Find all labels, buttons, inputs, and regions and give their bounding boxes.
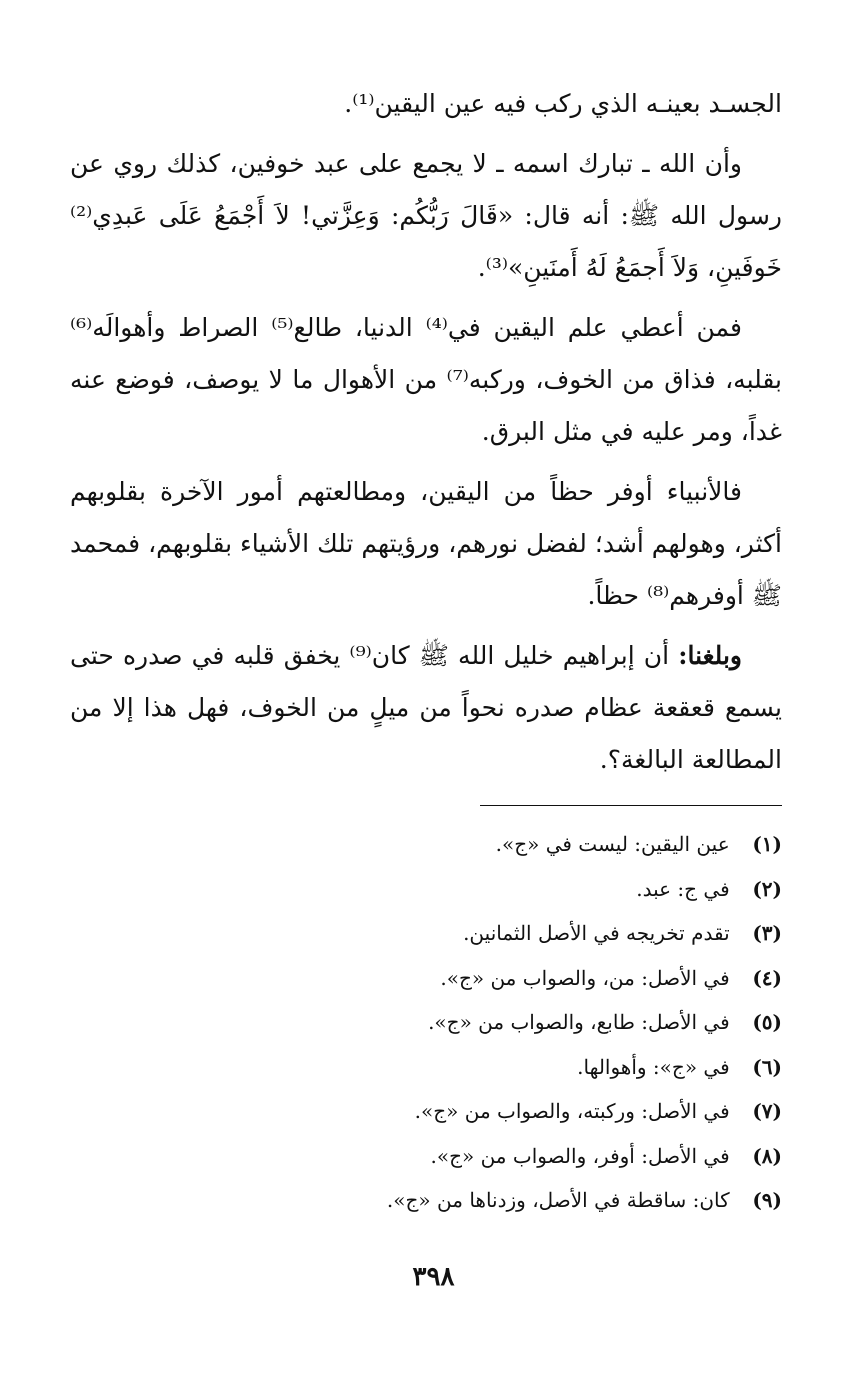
main-text xyxy=(70,78,782,794)
footnote-number: (٥) xyxy=(752,1010,782,1034)
paragraph-4 xyxy=(70,466,782,622)
footnote-number: (٢) xyxy=(752,876,782,901)
paragraph-5 xyxy=(70,630,782,786)
footnote-5 xyxy=(70,1000,782,1045)
footnote-divider xyxy=(480,805,782,806)
footnote-text: تقدم تخريجه في الأصل الثمانين. xyxy=(463,921,730,945)
paragraph-4-text: فالأنبياء أوفر حظاً من اليقين، ومطالعتهم أمور الآخرة بقلوبهم أكثر، وهولهم أشد؛ لفضل نورهم، ورؤيتهم تلك الأشياء بقلوبهم، فمحمد ﷺ أوفرهم⁽⁸⁾ حظاً. xyxy=(70,477,782,610)
footnote-number: (٣) xyxy=(752,921,782,945)
footnote-text: في ج: عبد. xyxy=(636,876,730,901)
footnote-number: (٩) xyxy=(752,1188,782,1212)
footnote-9 xyxy=(70,1178,782,1223)
paragraph-5-text: أن إبراهيم خليل الله ﷺ كان⁽⁹⁾ يخفق قلبه في صدره حتى يسمع قعقعة عظام صدره نحواً من ميلٍ من الخوف، فهل هذا إلا من المطالعة البالغة؟. xyxy=(70,641,782,774)
paragraph-1 xyxy=(70,78,782,130)
paragraph-3 xyxy=(70,302,782,458)
paragraph-5-lead: وبلغنا: xyxy=(678,641,742,670)
footnote-6 xyxy=(70,1045,782,1090)
footnote-text: في الأصل: أوفر، والصواب من «ج». xyxy=(430,1143,730,1168)
footnote-number: (٤) xyxy=(752,965,782,990)
footnote-number: (٨) xyxy=(752,1143,782,1168)
footnote-8 xyxy=(70,1134,782,1179)
paragraph-1-text: الجسـد بعينـه الذي ركب فيه عين اليقين⁽¹⁾. xyxy=(344,89,782,118)
paragraph-2 xyxy=(70,138,782,294)
footnote-number: (٧) xyxy=(752,1099,782,1123)
footnote-text: في الأصل: طابع، والصواب من «ج». xyxy=(428,1010,730,1034)
page-number: ٣٩٨ xyxy=(412,1262,455,1292)
footnote-text: في الأصل: من، والصواب من «ج». xyxy=(440,965,730,990)
footnote-number: (١) xyxy=(752,832,782,856)
footnotes xyxy=(70,822,782,1223)
footnote-text: في «ج»: وأهوالها. xyxy=(577,1054,730,1079)
footnote-text: عين اليقين: ليست في «ج». xyxy=(495,832,730,856)
footnote-3 xyxy=(70,911,782,956)
footnote-text: كان: ساقطة في الأصل، وزدناها من «ج». xyxy=(386,1188,730,1212)
footnote-4 xyxy=(70,956,782,1001)
paragraph-2-text: وأن الله ـ تبارك اسمه ـ لا يجمع على عبد خوفين، كذلك روي عن رسول الله ﷺ: أنه قال: «قَالَ رَبُّكُم: وَعِزَّتي! لاَ أَجْمَعُ عَلَى عَبدِي⁽²⁾ خَوفَينِ، وَلاَ أَجمَعُ لَهُ أَمنَينِ»⁽³⁾. xyxy=(70,149,782,282)
footnote-1 xyxy=(70,822,782,867)
footnote-text: في الأصل: وركبته، والصواب من «ج». xyxy=(414,1099,730,1123)
footnote-7 xyxy=(70,1089,782,1134)
paragraph-3-text: فمن أعطي علم اليقين في⁽⁴⁾ الدنيا، طالع⁽⁵⁾ الصراط وأهوالَه⁽⁶⁾ بقلبه، فذاق من الخوف، وركبه⁽⁷⁾ من الأهوال ما لا يوصف، فوضع عنه غداً، ومر عليه في مثل البرق. xyxy=(70,313,782,446)
footnote-2 xyxy=(70,867,782,912)
footnote-number: (٦) xyxy=(752,1054,782,1079)
